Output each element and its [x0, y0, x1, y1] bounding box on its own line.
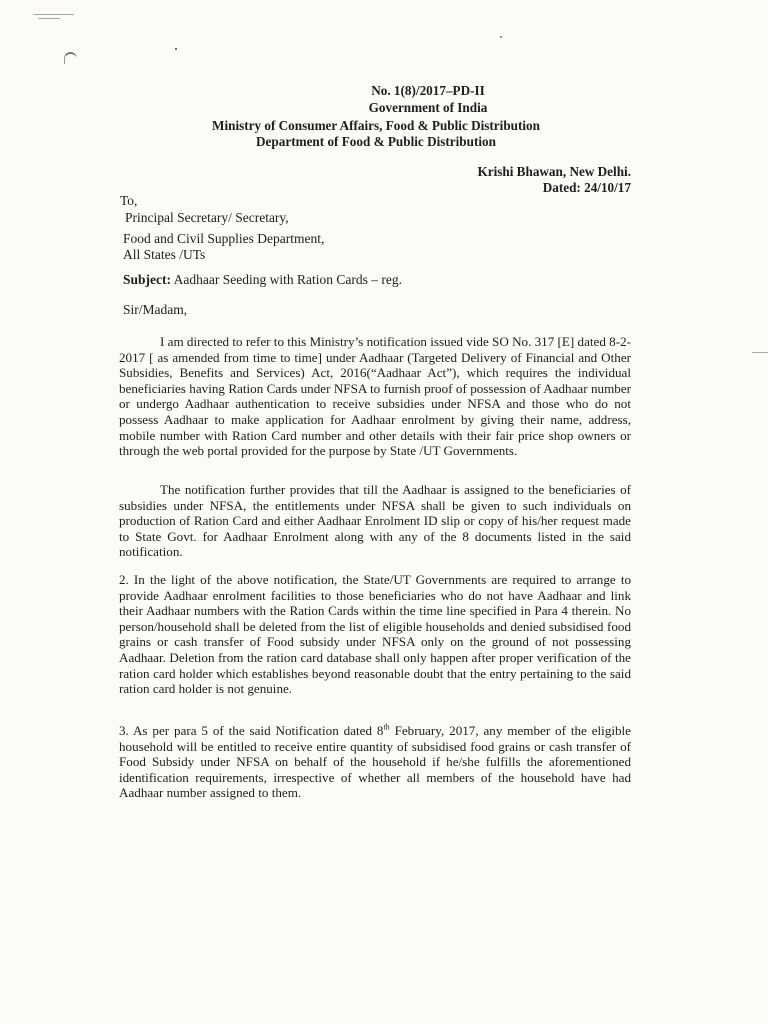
paragraph-4-start: 3. As per para 5 of the said Notification dated 8	[119, 723, 384, 738]
punch-hole-mark	[64, 52, 77, 64]
scan-dot	[500, 36, 502, 38]
addressee-line-2: Food and Civil Supplies Department,	[123, 231, 325, 246]
salutation: Sir/Madam,	[123, 302, 188, 317]
paragraph-1: I am directed to refer to this Ministry’s notification issued vide SO No. 317 [E] dated 8-2-2017 [ as amended from time to time] under Aadhaar (Targeted Delivery of Financial and Other Subsidies, Benefits and Services) Act, 2016(“Aadhaar Act”), which requires the individual beneficiaries having Ration Cards under NFSA to furnish proof of possession of Aadhaar number or undergo Aadhaar authentication to receive subsidies under NFSA and those who do not possess Aadhaar to make application for Aadhaar enrolment by giving their name, address, mobile number with Ration Card number and other details with their fair price shop owners or through the web portal provided for the purpose by State /UT Governments.	[119, 334, 631, 459]
subject-line	[123, 272, 402, 288]
scan-dot	[175, 48, 177, 50]
addressee-line-3: All States /UTs	[123, 247, 206, 262]
place: Krishi Bhawan, New Delhi.	[477, 164, 631, 179]
scan-mark	[38, 18, 60, 19]
letter-date: Dated: 24/10/17	[542, 180, 631, 195]
reference-number: No. 1(8)/2017–PD-II	[371, 83, 485, 98]
subject-text: Aadhaar Seeding with Ration Cards – reg.	[171, 272, 402, 287]
paragraph-4-rest: February, 2017, any member of the eligible household will be entitled to receive entire quantity of subsidised food grains or cash transfer of Food Subsidy under NFSA on behalf of the household if he/she fulfills the aforementioned identification requirements, irrespective of whether all members of the household have had Aadhaar number assigned to them.	[119, 723, 631, 801]
paragraph-3: 2. In the light of the above notification, the State/UT Governments are required to arrange to provide Aadhaar enrolment facilities to those beneficiaries who do not have Aadhaar and link their Aadhaar numbers with the Ration Cards within the time line specified in Para 4 therein. No person/household shall be deleted from the list of eligible households and denied subsidised food grains or cash transfer of Food subsidy under NFSA only on the ground of not possessing Aadhaar. Deletion from the ration card database shall only happen after proper verification of the ration card holder which establishes beyond reasonable doubt that the entry pertaining to the said ration card holder is not genuine.	[119, 572, 631, 697]
to-label: To,	[120, 193, 138, 208]
government-heading: Government of India	[368, 100, 488, 115]
addressee-line-1: Principal Secretary/ Secretary,	[125, 210, 289, 225]
paragraph-2: The notification further provides that till the Aadhaar is assigned to the beneficiaries of subsidies under NFSA, the entitlements under NFSA shall be given to such individuals on production of Ration Card and either Aadhaar Enrolment ID slip or copy of his/her request made to State Govt. for Aadhaar Enrolment along with any of the 8 documents listed in the said notification.	[119, 482, 631, 560]
ordinal-suffix: th	[383, 722, 390, 732]
scan-mark	[752, 352, 768, 353]
department-heading: Department of Food & Public Distribution	[256, 134, 496, 149]
scan-mark	[34, 14, 74, 15]
ministry-heading: Ministry of Consumer Affairs, Food & Public Distribution	[212, 118, 540, 133]
paragraph-4	[119, 723, 631, 801]
subject-label: Subject:	[123, 272, 171, 287]
